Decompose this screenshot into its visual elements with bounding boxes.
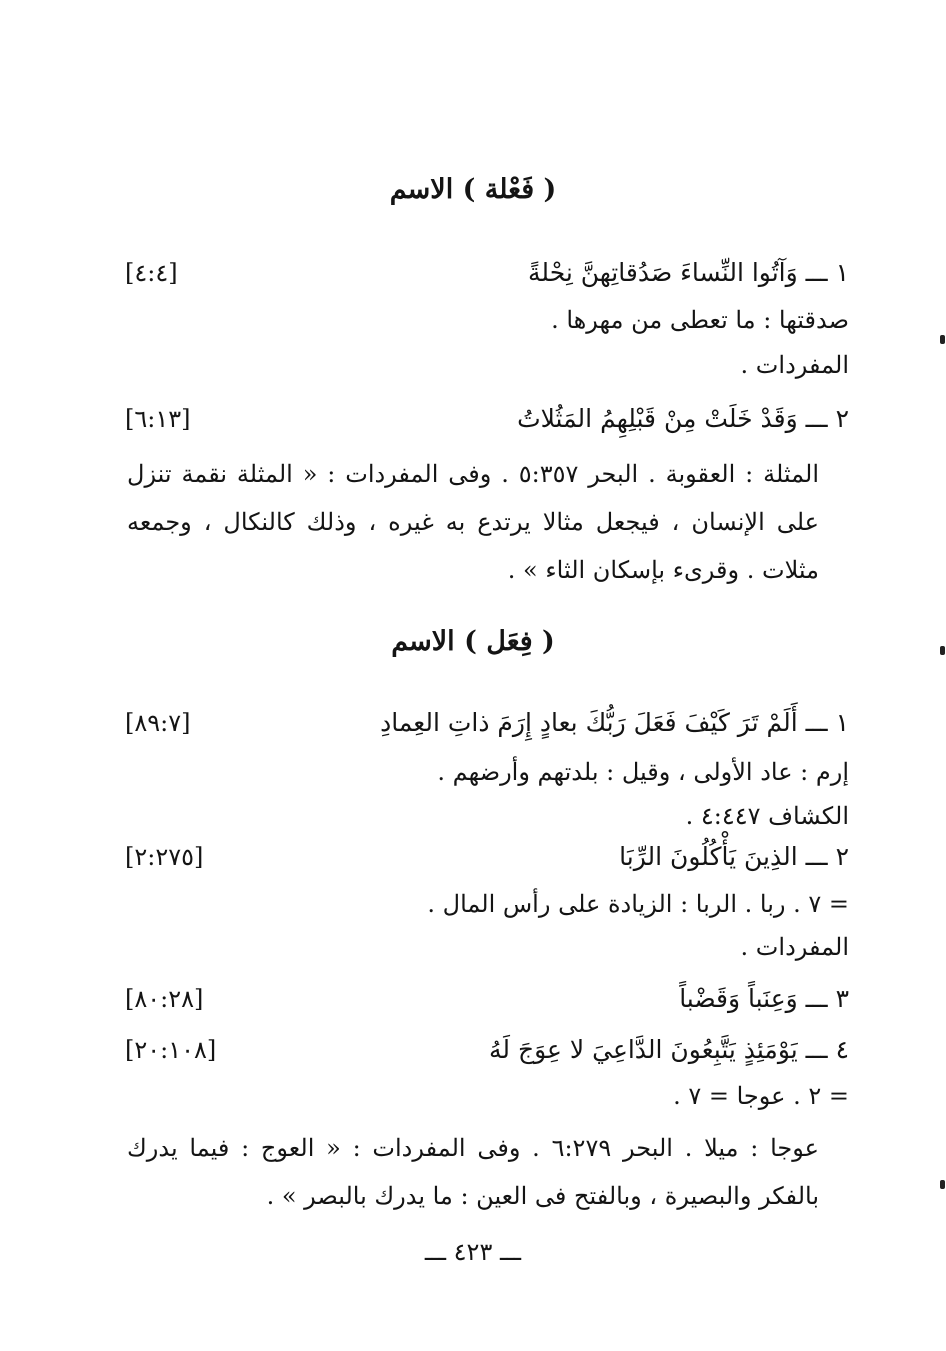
section-heading: ( فَعْلة ) الاسم [389, 174, 557, 205]
verse-reference: [٨٠:٢٨] [125, 985, 204, 1013]
scan-edge-mark [940, 1180, 945, 1189]
verse-reference: [٦:١٣] [125, 405, 191, 433]
verse-text: ١ ـــ أَلَمْ تَرَ كَيْفَ فَعَلَ رَبُّكَ بعادٍ إِرَمَ ذاتِ العِمادِ [380, 708, 849, 737]
verse-reference: [٢٠:١٠٨] [125, 1036, 217, 1064]
section-heading: ( فِعَل ) الاسم [391, 626, 555, 657]
source-line: الكشاف ٤:٤٤٧ . [685, 802, 849, 830]
verse-text: ٤ ـــ يَوْمَئِذٍ يَتَّبِعُونَ الدَّاعِيَ لا عِوَجَ لَهُ [489, 1035, 849, 1064]
verse-text: ٢ ـــ الذِينَ يَأْكُلُونَ الرِّبَا [619, 842, 849, 871]
verse-text: ١ ـــ وَآتُوا النِّساءَ صَدُقاتِهنَّ نِحْلةً [528, 258, 849, 287]
note-line: إرم : عاد الأولى ، وقيل : بلدتهم وأرضهم . [437, 758, 849, 786]
verse-reference: [٢:٢٧٥] [125, 843, 204, 871]
scan-edge-mark [940, 335, 945, 344]
source-line: المفردات . [740, 351, 849, 379]
verse-text: ٢ ـــ وَقَدْ خَلَتْ مِنْ قَبْلِهِمُ المَثُلاتُ [517, 404, 849, 433]
commentary-paragraph: المثلة : العقوبة . البحر ٥:٣٥٧ . وفى المفردات : « المثلة نقمة تنزل على الإنسان ، فيجعل مثالا يرتدع به غيره ، وذلك كالنكال ، وجمعه مثلات . وقرىء بإسكان الثاء » . [127, 460, 819, 584]
scan-edge-mark [940, 646, 945, 655]
verse-reference: [٨٩:٧] [125, 709, 191, 737]
note-line: صدقتها : ما تعطى من مهرها . [551, 306, 849, 334]
note-line: = ٢ . عوجا = ٧ . [673, 1082, 849, 1110]
page-number: ـــ ٤٢٣ ـــ [424, 1238, 522, 1266]
commentary-paragraph: عوجا : ميلا . البحر ٦:٢٧٩ . وفى المفردات : « العوج : فيما يدرك بالفكر والبصيرة ، وبالفتح فى العين : ما يدرك بالبصر » . [127, 1134, 819, 1210]
verse-reference: [٤:٤] [125, 259, 178, 287]
source-line: المفردات . [740, 933, 849, 961]
verse-text: ٣ ـــ وَعِنَباً وَقَضْباً [679, 984, 849, 1013]
note-line: = ٧ . ربا . الربا : الزيادة على رأس المال . [427, 890, 849, 918]
